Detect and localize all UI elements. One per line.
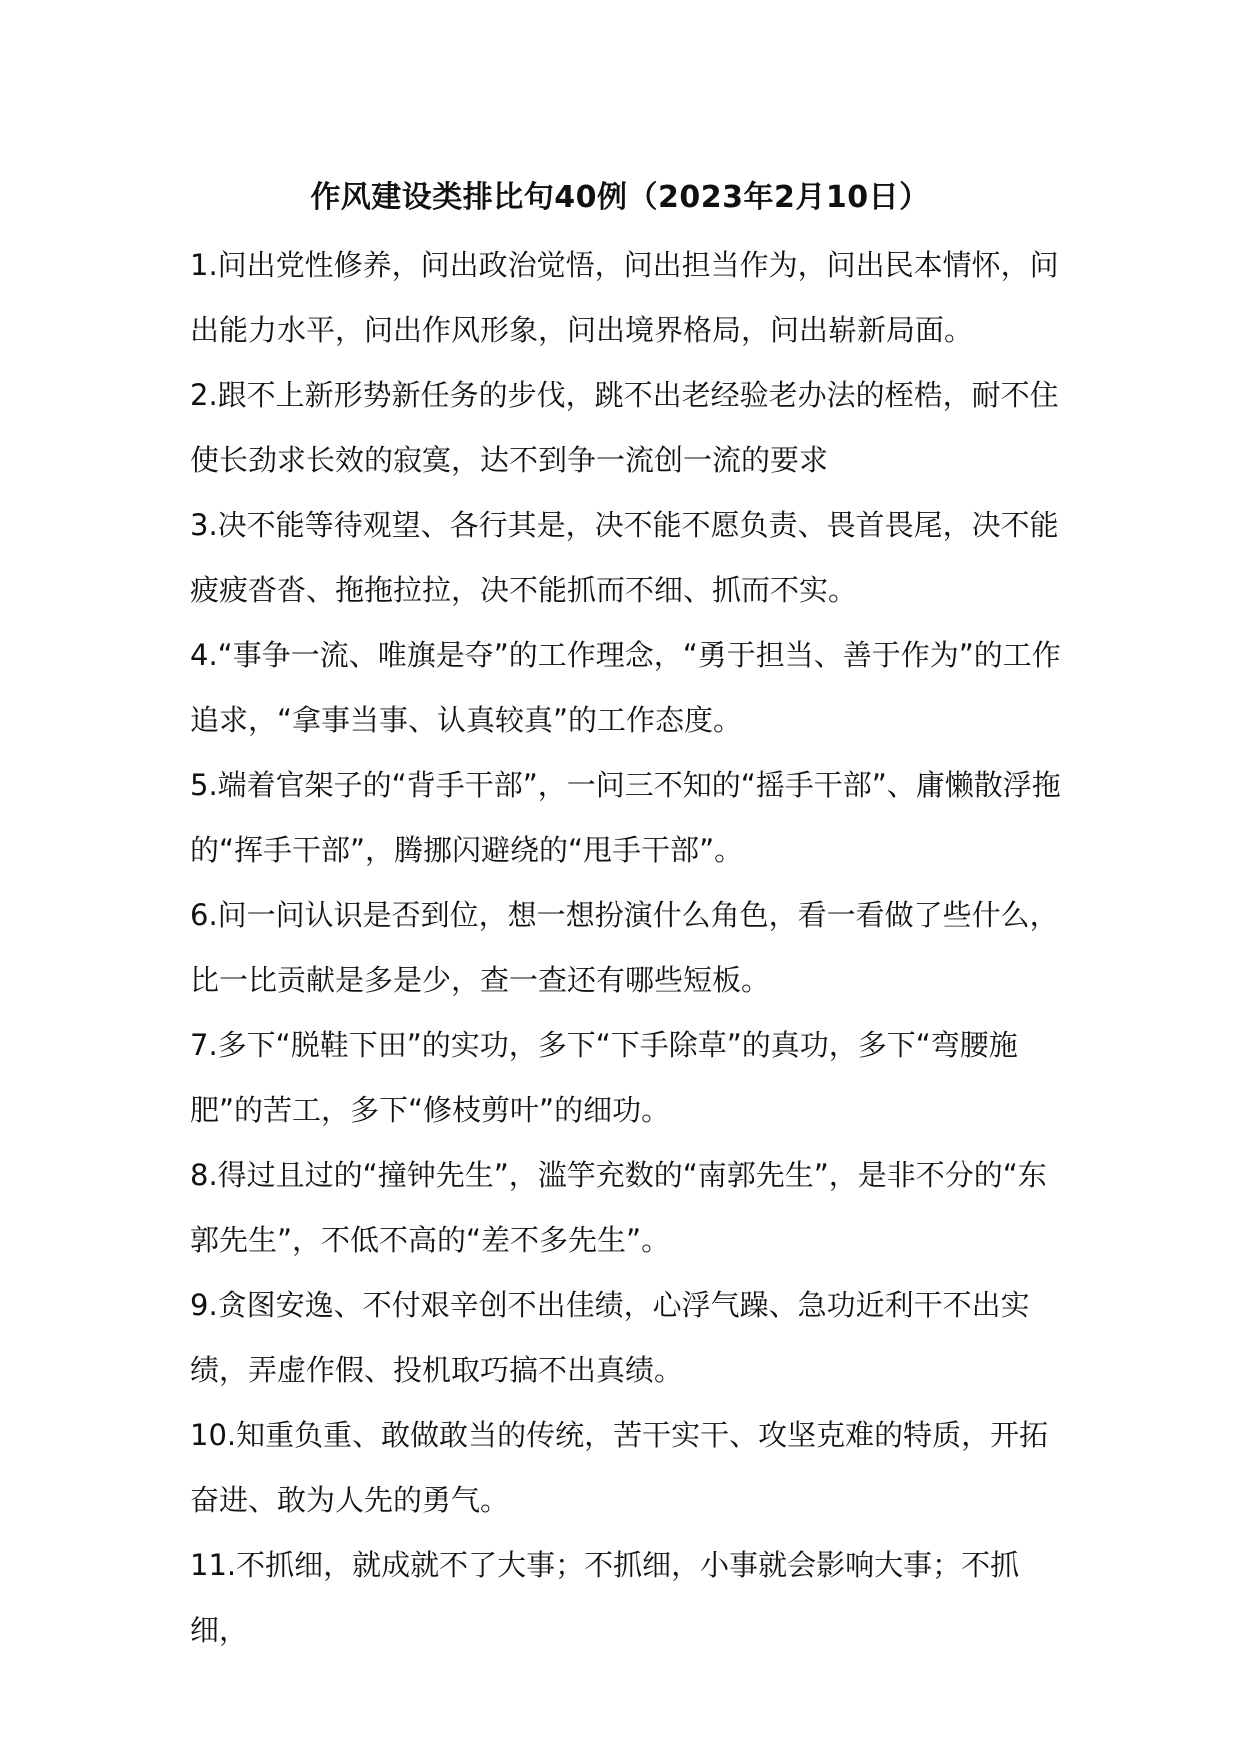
document-title: 作风建设类排比句40例（2023年2月10日）: [310, 180, 930, 215]
list-item: 2.跟不上新形势新任务的步伐，跳不出老经验老办法的桎梏，耐不住使长劲求长效的寂寞，达不到争一流创一流的要求: [190, 378, 1059, 477]
list-item: 1.问出党性修养，问出政治觉悟，问出担当作为，问出民本情怀，问出能力水平，问出作风形象，问出境界格局，问出崭新局面。: [190, 248, 1059, 347]
list-item: 3.决不能等待观望、各行其是，决不能不愿负责、畏首畏尾，决不能疲疲沓沓、拖拖拉拉，决不能抓而不细、抓而不实。: [190, 508, 1059, 607]
list-item: 7.多下“脱鞋下田”的实功，多下“下手除草”的真功，多下“弯腰施肥”的苦工，多下“修枝剪叶”的细功。: [190, 1028, 1018, 1127]
document-body: [190, 233, 1070, 1663]
list-item: 11.不抓细，就成就不了大事；不抓细，小事就会影响大事；不抓细，: [190, 1548, 1020, 1647]
list-item: 5.端着官架子的“背手干部”，一问三不知的“摇手干部”、庸懒散浮拖的“挥手干部”，腾挪闪避绕的“甩手干部”。: [190, 768, 1061, 867]
list-item: 6.问一问认识是否到位，想一想扮演什么角色，看一看做了些什么，比一比贡献是多是少，查一查还有哪些短板。: [190, 898, 1059, 997]
list-item: 10.知重负重、敢做敢当的传统，苦干实干、攻坚克难的特质，开拓奋进、敢为人先的勇气。: [190, 1418, 1049, 1517]
list-item: 8.得过且过的“撞钟先生”，滥竽充数的“南郭先生”，是非不分的“东郭先生”，不低不高的“差不多先生”。: [190, 1158, 1047, 1257]
list-item: 4.“事争一流、唯旗是夺”的工作理念，“勇于担当、善于作为”的工作追求，“拿事当事、认真较真”的工作态度。: [190, 638, 1061, 737]
list-item: 9.贪图安逸、不付艰辛创不出佳绩，心浮气躁、急功近利干不出实绩，弄虚作假、投机取巧搞不出真绩。: [190, 1288, 1030, 1387]
